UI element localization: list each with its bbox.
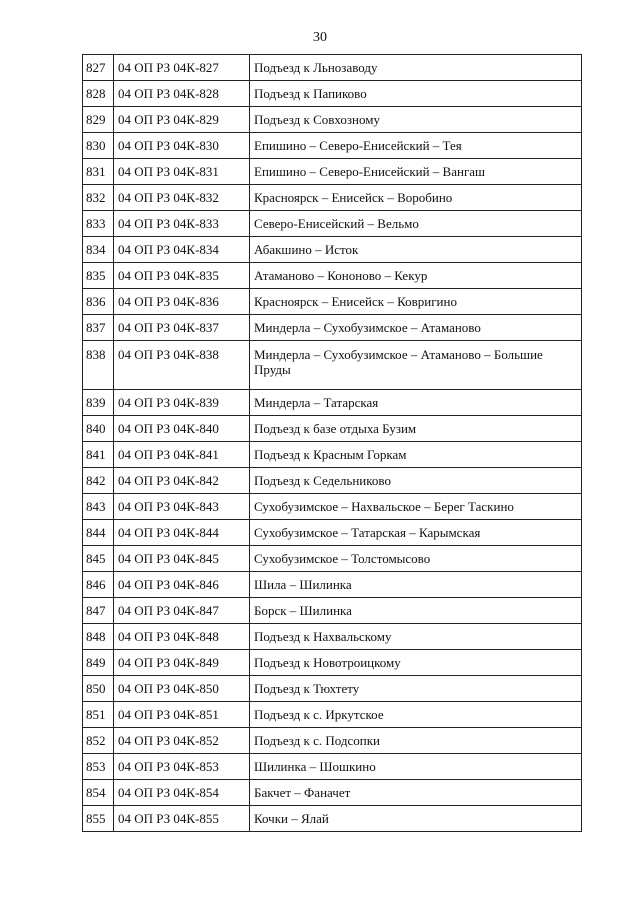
row-number-cell: 836 [83, 289, 114, 315]
row-number-cell: 841 [83, 442, 114, 468]
road-code-cell: 04 ОП РЗ 04К-843 [114, 494, 250, 520]
road-code-cell: 04 ОП РЗ 04К-834 [114, 237, 250, 263]
road-code-cell: 04 ОП РЗ 04К-827 [114, 55, 250, 81]
road-name-cell: Подъезд к Тюхтету [250, 676, 582, 702]
road-name-cell: Подъезд к Красным Горкам [250, 442, 582, 468]
road-code-cell: 04 ОП РЗ 04К-833 [114, 211, 250, 237]
row-number-cell: 855 [83, 806, 114, 832]
road-code-cell: 04 ОП РЗ 04К-844 [114, 520, 250, 546]
road-code-cell: 04 ОП РЗ 04К-850 [114, 676, 250, 702]
row-number-cell: 843 [83, 494, 114, 520]
table-row [83, 442, 582, 468]
road-code-cell: 04 ОП РЗ 04К-854 [114, 780, 250, 806]
road-name-cell: Шилинка – Шошкино [250, 754, 582, 780]
row-number-cell: 846 [83, 572, 114, 598]
table-row [83, 676, 582, 702]
row-number-cell: 834 [83, 237, 114, 263]
table-row [83, 107, 582, 133]
table-row [83, 702, 582, 728]
road-code-cell: 04 ОП РЗ 04К-846 [114, 572, 250, 598]
table-row [83, 468, 582, 494]
roads-table [82, 54, 582, 832]
road-name-cell: Подъезд к с. Иркутское [250, 702, 582, 728]
road-code-cell: 04 ОП РЗ 04К-847 [114, 598, 250, 624]
table-row [83, 728, 582, 754]
road-name-cell: Подъезд к с. Подсопки [250, 728, 582, 754]
page-number: 30 [313, 30, 327, 45]
road-code-cell: 04 ОП РЗ 04К-831 [114, 159, 250, 185]
table-row [83, 315, 582, 341]
table-row [83, 289, 582, 315]
road-name-cell: Борск – Шилинка [250, 598, 582, 624]
table-row [83, 263, 582, 289]
table-row [83, 390, 582, 416]
row-number-cell: 842 [83, 468, 114, 494]
table-row [83, 572, 582, 598]
row-number-cell: 850 [83, 676, 114, 702]
row-number-cell: 835 [83, 263, 114, 289]
road-name-cell: Сухобузимское – Нахвальское – Берег Таскино [250, 494, 582, 520]
table-row [83, 55, 582, 81]
row-number-cell: 854 [83, 780, 114, 806]
row-number-cell: 847 [83, 598, 114, 624]
road-code-cell: 04 ОП РЗ 04К-840 [114, 416, 250, 442]
table-row [83, 624, 582, 650]
table-row [83, 520, 582, 546]
table-row [83, 211, 582, 237]
road-name-cell: Подъезд к Совхозному [250, 107, 582, 133]
road-code-cell: 04 ОП РЗ 04К-829 [114, 107, 250, 133]
road-code-cell: 04 ОП РЗ 04К-839 [114, 390, 250, 416]
road-code-cell: 04 ОП РЗ 04К-845 [114, 546, 250, 572]
road-name-cell: Абакшино – Исток [250, 237, 582, 263]
road-name-cell: Миндерла – Татарская [250, 390, 582, 416]
road-code-cell: 04 ОП РЗ 04К-852 [114, 728, 250, 754]
road-code-cell: 04 ОП РЗ 04К-828 [114, 81, 250, 107]
row-number-cell: 829 [83, 107, 114, 133]
row-number-cell: 840 [83, 416, 114, 442]
road-name-cell: Красноярск – Енисейск – Воробино [250, 185, 582, 211]
table-row [83, 237, 582, 263]
row-number-cell: 839 [83, 390, 114, 416]
road-code-cell: 04 ОП РЗ 04К-848 [114, 624, 250, 650]
road-code-cell: 04 ОП РЗ 04К-853 [114, 754, 250, 780]
row-number-cell: 833 [83, 211, 114, 237]
table-row [83, 754, 582, 780]
road-code-cell: 04 ОП РЗ 04К-841 [114, 442, 250, 468]
row-number-cell: 848 [83, 624, 114, 650]
road-code-cell: 04 ОП РЗ 04К-838 [114, 341, 250, 390]
road-code-cell: 04 ОП РЗ 04К-851 [114, 702, 250, 728]
road-name-cell: Подъезд к Льнозаводу [250, 55, 582, 81]
road-name-cell: Миндерла – Сухобузимское – Атаманово [250, 315, 582, 341]
road-code-cell: 04 ОП РЗ 04К-849 [114, 650, 250, 676]
row-number-cell: 849 [83, 650, 114, 676]
road-code-cell: 04 ОП РЗ 04К-832 [114, 185, 250, 211]
road-code-cell: 04 ОП РЗ 04К-842 [114, 468, 250, 494]
road-name-cell: Бакчет – Фаначет [250, 780, 582, 806]
row-number-cell: 851 [83, 702, 114, 728]
road-name-cell: Кочки – Ялай [250, 806, 582, 832]
road-name-cell: Епишино – Северо-Енисейский – Тея [250, 133, 582, 159]
road-code-cell: 04 ОП РЗ 04К-830 [114, 133, 250, 159]
road-name-cell: Подъезд к базе отдыха Бузим [250, 416, 582, 442]
row-number-cell: 832 [83, 185, 114, 211]
table-row [83, 780, 582, 806]
table-row [83, 81, 582, 107]
table-row [83, 806, 582, 832]
row-number-cell: 838 [83, 341, 114, 390]
row-number-cell: 837 [83, 315, 114, 341]
road-code-cell: 04 ОП РЗ 04К-855 [114, 806, 250, 832]
table-row [83, 341, 582, 390]
row-number-cell: 852 [83, 728, 114, 754]
row-number-cell: 830 [83, 133, 114, 159]
road-name-cell: Сухобузимское – Татарская – Карымская [250, 520, 582, 546]
road-name-cell: Миндерла – Сухобузимское – Атаманово – Большие Пруды [250, 341, 582, 390]
road-name-cell: Красноярск – Енисейск – Ковригино [250, 289, 582, 315]
road-name-cell: Шила – Шилинка [250, 572, 582, 598]
table-row [83, 494, 582, 520]
road-name-cell: Подъезд к Новотроицкому [250, 650, 582, 676]
row-number-cell: 844 [83, 520, 114, 546]
road-name-cell: Сухобузимское – Толстомысово [250, 546, 582, 572]
roads-table-body [83, 55, 582, 832]
road-name-cell: Епишино – Северо-Енисейский – Вангаш [250, 159, 582, 185]
road-name-cell: Атаманово – Кононово – Кекур [250, 263, 582, 289]
row-number-cell: 828 [83, 81, 114, 107]
row-number-cell: 845 [83, 546, 114, 572]
table-row [83, 650, 582, 676]
row-number-cell: 827 [83, 55, 114, 81]
road-code-cell: 04 ОП РЗ 04К-836 [114, 289, 250, 315]
table-row [83, 598, 582, 624]
table-row [83, 185, 582, 211]
row-number-cell: 831 [83, 159, 114, 185]
road-name-cell: Подъезд к Папиково [250, 81, 582, 107]
table-row [83, 133, 582, 159]
table-row [83, 416, 582, 442]
road-code-cell: 04 ОП РЗ 04К-835 [114, 263, 250, 289]
road-name-cell: Подъезд к Седельниково [250, 468, 582, 494]
table-row [83, 546, 582, 572]
row-number-cell: 853 [83, 754, 114, 780]
road-name-cell: Подъезд к Нахвальскому [250, 624, 582, 650]
table-row [83, 159, 582, 185]
road-name-cell: Северо-Енисейский – Вельмо [250, 211, 582, 237]
road-code-cell: 04 ОП РЗ 04К-837 [114, 315, 250, 341]
